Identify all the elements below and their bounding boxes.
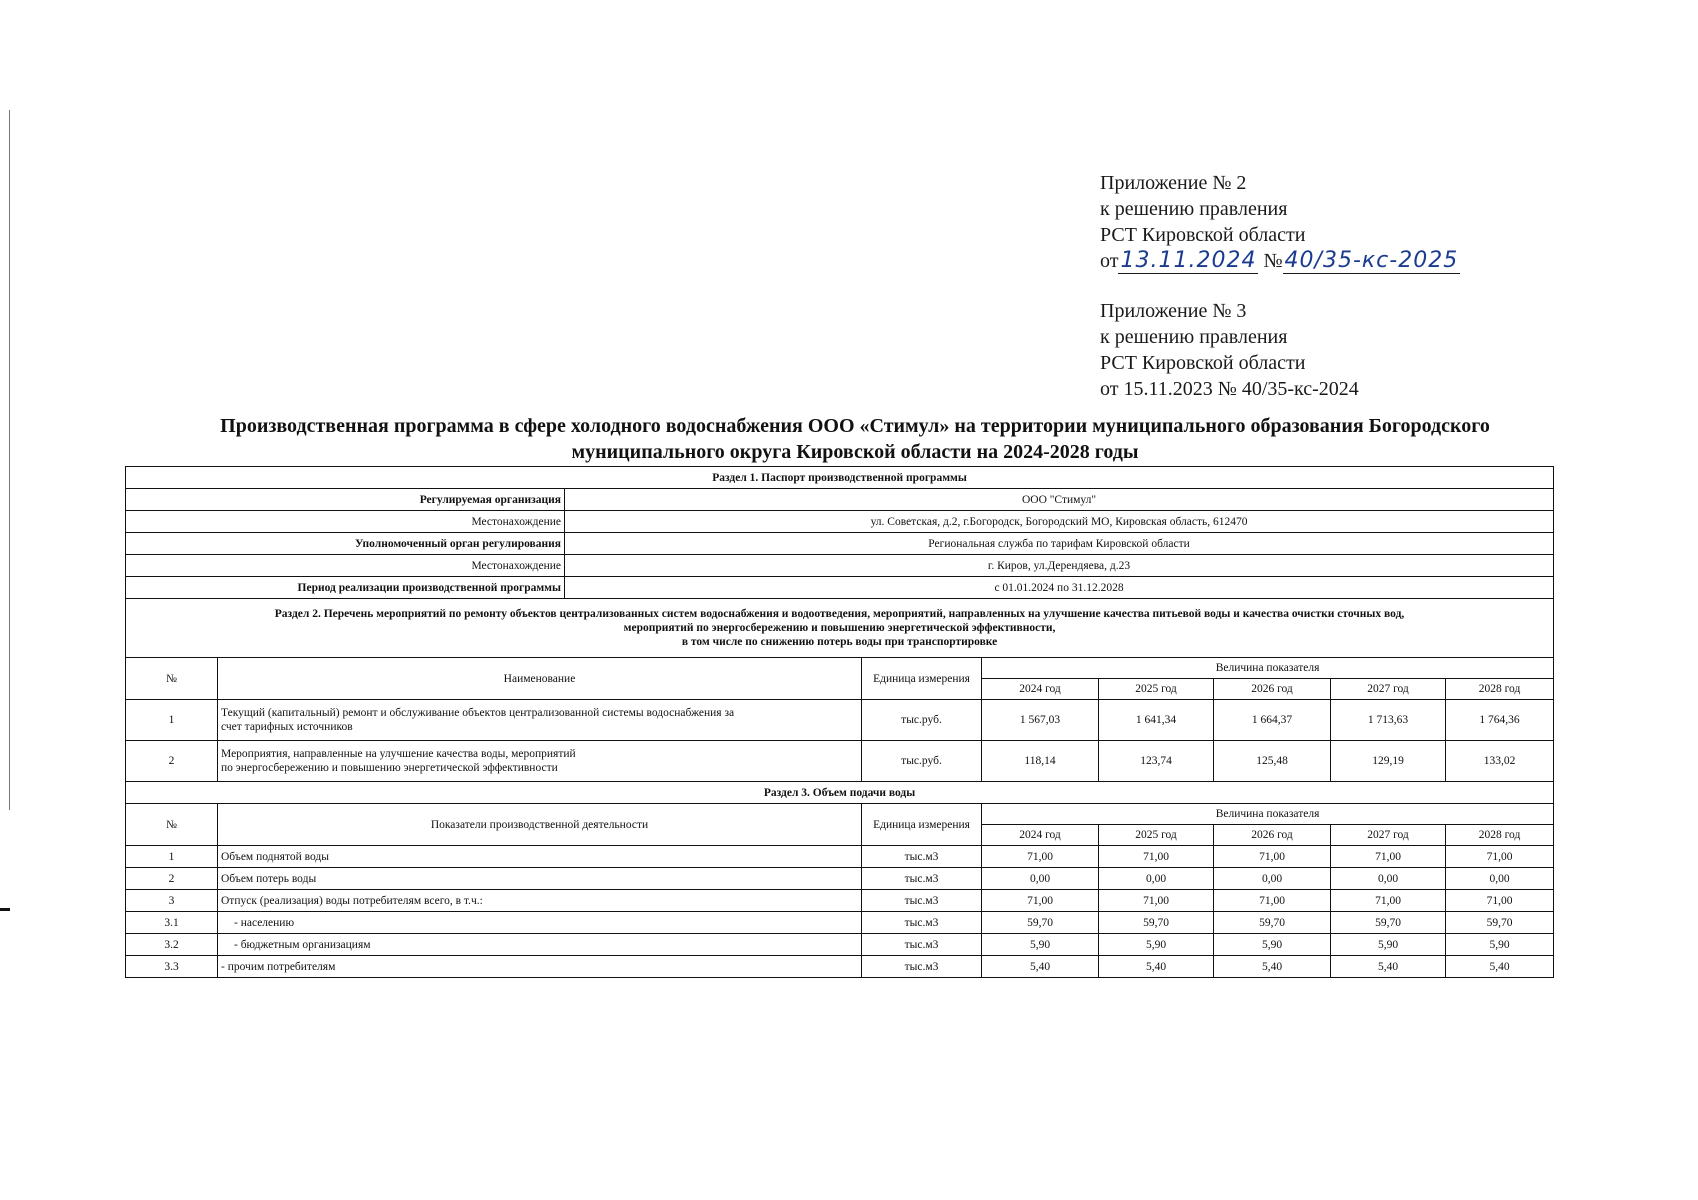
table-row bbox=[126, 868, 1554, 890]
row-value: 0,00 bbox=[982, 868, 1099, 890]
table-row bbox=[126, 741, 1554, 782]
passport-label: Регулируемая организация bbox=[126, 489, 565, 511]
passport-label: Период реализации производственной программы bbox=[126, 577, 565, 599]
row-value: 1 713,63 bbox=[1331, 700, 1446, 741]
row-value: 59,70 bbox=[982, 912, 1099, 934]
row-value: 59,70 bbox=[1331, 912, 1446, 934]
row-value: 5,90 bbox=[982, 934, 1099, 956]
appendix-old-line4: от 15.11.2023 № 40/35-кс-2024 bbox=[1100, 378, 1359, 400]
row-value: 0,00 bbox=[1446, 868, 1554, 890]
row-value: 5,90 bbox=[1446, 934, 1554, 956]
row-value: 71,00 bbox=[1446, 890, 1554, 912]
row-unit: тыс.м3 bbox=[862, 868, 982, 890]
row-num: 2 bbox=[126, 741, 218, 782]
year-header: 2027 год bbox=[1331, 679, 1446, 700]
section2-heading-row bbox=[126, 599, 1554, 658]
appendix-new-num-prefix: № bbox=[1263, 250, 1283, 272]
row-value: 71,00 bbox=[1214, 846, 1331, 868]
row-name: - бюджетным организациям bbox=[218, 934, 862, 956]
handwritten-date: 13.11.2024 bbox=[1120, 248, 1257, 273]
row-name-line1: Текущий (капитальный) ремонт и обслуживание объектов централизованной системы водоснабжения за bbox=[221, 707, 735, 719]
row-name: - населению bbox=[218, 912, 862, 934]
section1-heading-row bbox=[126, 467, 1554, 489]
row-value: 1 764,36 bbox=[1446, 700, 1554, 741]
row-value: 5,90 bbox=[1214, 934, 1331, 956]
row-value: 5,40 bbox=[1214, 956, 1331, 978]
row-value: 129,19 bbox=[1331, 741, 1446, 782]
column-header-num: № bbox=[126, 658, 218, 700]
passport-label: Местонахождение bbox=[126, 511, 565, 533]
column-header-unit: Единица измерения bbox=[862, 658, 982, 700]
year-header: 2025 год bbox=[1099, 825, 1214, 846]
column-header-unit: Единица измерения bbox=[862, 804, 982, 846]
appendix-new-line2: к решению правления bbox=[1100, 198, 1288, 220]
appendix-new-line1: Приложение № 2 bbox=[1100, 172, 1247, 194]
year-header: 2024 год bbox=[982, 679, 1099, 700]
table-row bbox=[126, 700, 1554, 741]
row-value: 1 567,03 bbox=[982, 700, 1099, 741]
row-value: 71,00 bbox=[982, 890, 1099, 912]
row-value: 71,00 bbox=[1214, 890, 1331, 912]
appendix-old-line1: Приложение № 3 bbox=[1100, 300, 1247, 322]
row-num: 3 bbox=[126, 890, 218, 912]
row-unit: тыс.м3 bbox=[862, 846, 982, 868]
passport-label: Уполномоченный орган регулирования bbox=[126, 533, 565, 555]
section2-header-row bbox=[126, 658, 1554, 679]
production-program-table bbox=[125, 466, 1554, 978]
row-num: 3.1 bbox=[126, 912, 218, 934]
column-header-value: Величина показателя bbox=[982, 804, 1554, 825]
page-edge-mark bbox=[0, 908, 10, 911]
year-header: 2025 год bbox=[1099, 679, 1214, 700]
row-value: 71,00 bbox=[1446, 846, 1554, 868]
passport-row bbox=[126, 577, 1554, 599]
appendix-old-line2: к решению правления bbox=[1100, 326, 1288, 348]
document-title-line2: муниципального округа Кировской области на 2024-2028 годы bbox=[571, 441, 1139, 463]
row-value: 71,00 bbox=[982, 846, 1099, 868]
row-name-line2: по энергосбережению и повышению энергетической эффективности bbox=[221, 762, 558, 774]
year-header: 2027 год bbox=[1331, 825, 1446, 846]
section2-heading bbox=[126, 599, 1554, 658]
row-num: 1 bbox=[126, 700, 218, 741]
year-header: 2024 год bbox=[982, 825, 1099, 846]
passport-value: г. Киров, ул.Дерендяева, д.23 bbox=[565, 555, 1554, 577]
passport-row bbox=[126, 511, 1554, 533]
row-value: 1 664,37 bbox=[1214, 700, 1331, 741]
row-value: 71,00 bbox=[1331, 846, 1446, 868]
row-value: 0,00 bbox=[1214, 868, 1331, 890]
year-header: 2028 год bbox=[1446, 679, 1554, 700]
year-header: 2026 год bbox=[1214, 679, 1331, 700]
column-header-value: Величина показателя bbox=[982, 658, 1554, 679]
row-unit: тыс.м3 bbox=[862, 912, 982, 934]
column-header-num: № bbox=[126, 804, 218, 846]
row-unit: тыс.м3 bbox=[862, 934, 982, 956]
row-num: 3.3 bbox=[126, 956, 218, 978]
row-name: - прочим потребителям bbox=[218, 956, 862, 978]
row-value: 5,40 bbox=[982, 956, 1099, 978]
page-edge-line bbox=[9, 110, 10, 810]
table-row bbox=[126, 890, 1554, 912]
passport-value: ул. Советская, д.2, г.Богородск, Богородский МО, Кировская область, 612470 bbox=[565, 511, 1554, 533]
passport-value: ООО "Стимул" bbox=[565, 489, 1554, 511]
row-value: 71,00 bbox=[1099, 846, 1214, 868]
table-row bbox=[126, 934, 1554, 956]
passport-value: с 01.01.2024 по 31.12.2028 bbox=[565, 577, 1554, 599]
appendix-new-block bbox=[1100, 170, 1460, 274]
appendix-new-line3: РСТ Кировской области bbox=[1100, 224, 1306, 246]
section2-heading-line3: в том числе по снижению потерь воды при транспортировке bbox=[681, 636, 998, 648]
row-value: 71,00 bbox=[1099, 890, 1214, 912]
row-num: 3.2 bbox=[126, 934, 218, 956]
section3-heading-row bbox=[126, 782, 1554, 804]
row-value: 118,14 bbox=[982, 741, 1099, 782]
section3-header-row bbox=[126, 804, 1554, 825]
row-value: 133,02 bbox=[1446, 741, 1554, 782]
table-row bbox=[126, 956, 1554, 978]
row-value: 59,70 bbox=[1446, 912, 1554, 934]
row-num: 2 bbox=[126, 868, 218, 890]
column-header-name: Показатели производственной деятельности bbox=[218, 804, 862, 846]
row-value: 5,90 bbox=[1331, 934, 1446, 956]
row-value: 5,40 bbox=[1099, 956, 1214, 978]
appendix-new-decision bbox=[1100, 248, 1460, 274]
row-name: Отпуск (реализация) воды потребителям всего, в т.ч.: bbox=[218, 890, 862, 912]
section3-heading: Раздел 3. Объем подачи воды bbox=[126, 782, 1554, 804]
row-name bbox=[218, 741, 862, 782]
row-value: 59,70 bbox=[1214, 912, 1331, 934]
table-row bbox=[126, 846, 1554, 868]
appendix-old-line3: РСТ Кировской области bbox=[1100, 352, 1306, 374]
passport-row bbox=[126, 555, 1554, 577]
appendix-new-date-prefix: от bbox=[1100, 250, 1119, 272]
row-name: Объем потерь воды bbox=[218, 868, 862, 890]
document-title-line1: Производственная программа в сфере холодного водоснабжения ООО «Стимул» на территории муниципального образования Богородского bbox=[220, 415, 1490, 437]
passport-value: Региональная служба по тарифам Кировской области bbox=[565, 533, 1554, 555]
section2-heading-line2: мероприятий по энергосбережению и повышению энергетической эффективности, bbox=[623, 622, 1056, 634]
row-value: 0,00 bbox=[1331, 868, 1446, 890]
section2-heading-line1: Раздел 2. Перечень мероприятий по ремонту объектов централизованных систем водоснабжения и водоотведения, мероприятий, направленных на улучшение качества питьевой воды и качества очистки сточных вод, bbox=[274, 608, 1405, 620]
row-name bbox=[218, 700, 862, 741]
row-value: 5,40 bbox=[1446, 956, 1554, 978]
passport-label: Местонахождение bbox=[126, 555, 565, 577]
row-value: 59,70 bbox=[1099, 912, 1214, 934]
year-header: 2028 год bbox=[1446, 825, 1554, 846]
row-unit: тыс.м3 bbox=[862, 956, 982, 978]
row-value: 5,40 bbox=[1331, 956, 1446, 978]
row-num: 1 bbox=[126, 846, 218, 868]
row-value: 1 641,34 bbox=[1099, 700, 1214, 741]
row-value: 71,00 bbox=[1331, 890, 1446, 912]
passport-row bbox=[126, 533, 1554, 555]
row-value: 123,74 bbox=[1099, 741, 1214, 782]
appendix-old-block bbox=[1100, 298, 1359, 402]
row-unit: тыс.руб. bbox=[862, 700, 982, 741]
row-value: 125,48 bbox=[1214, 741, 1331, 782]
handwritten-number: 40/35-кс-2025 bbox=[1284, 248, 1459, 273]
year-header: 2026 год bbox=[1214, 825, 1331, 846]
section1-heading: Раздел 1. Паспорт производственной программы bbox=[126, 467, 1554, 489]
column-header-name: Наименование bbox=[218, 658, 862, 700]
row-name-line2: счет тарифных источников bbox=[221, 721, 353, 733]
passport-row bbox=[126, 489, 1554, 511]
row-unit: тыс.руб. bbox=[862, 741, 982, 782]
row-name-line1: Мероприятия, направленные на улучшение качества воды, мероприятий bbox=[221, 748, 576, 760]
row-value: 0,00 bbox=[1099, 868, 1214, 890]
row-value: 5,90 bbox=[1099, 934, 1214, 956]
table-row bbox=[126, 912, 1554, 934]
document-title bbox=[120, 413, 1590, 465]
row-name: Объем поднятой воды bbox=[218, 846, 862, 868]
row-unit: тыс.м3 bbox=[862, 890, 982, 912]
